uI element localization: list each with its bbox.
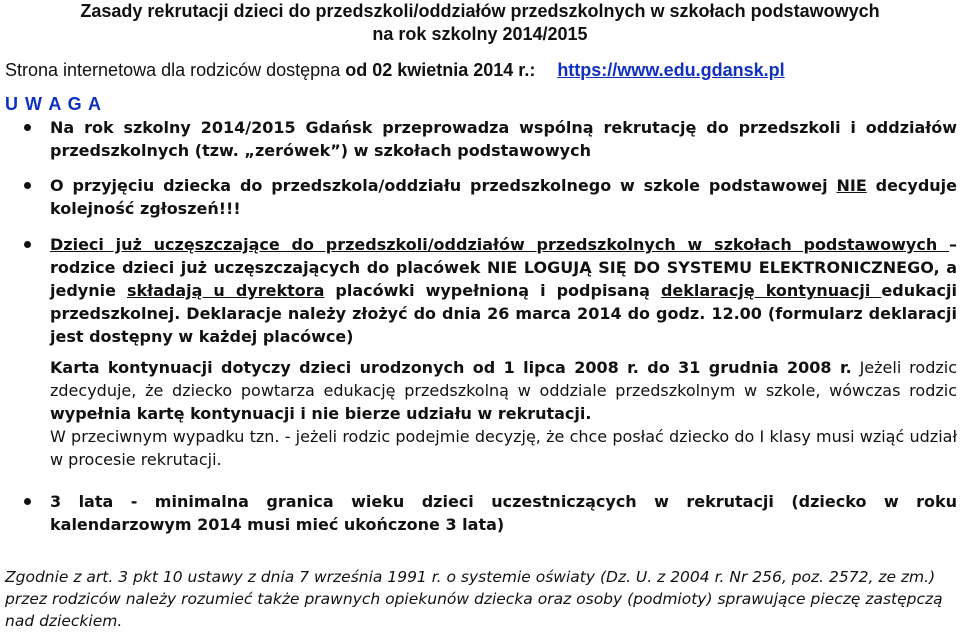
footnote: Zgodnie z art. 3 pkt 10 ustawy z dnia 7 września 1991 r. o systemie oświaty (Dz. U. z 2004 r. Nr 256, poz. 2572, ze zm.) przez rodziców należy rozumieć także prawnych opiekunów dziecka oraz osoby (podmioty) sprawujące pieczę zastępczą nad dzieckiem. xyxy=(5,568,943,630)
bullet-list-2 xyxy=(22,174,957,220)
website-prefix: Strona internetowa dla rodziców dostępna xyxy=(5,60,346,80)
bullet-item-joint-recruitment xyxy=(22,116,957,162)
bullet-text-f: edukacji przedszkolnej. Deklaracje należy złożyć do dnia 26 marca 2014 do godz. 12.00 (formularz deklaracji jest dostępny w każdej placówce) xyxy=(50,281,958,346)
document-title xyxy=(0,0,960,46)
bullet-item-minimum-age xyxy=(22,490,957,536)
website-date: od 02 kwietnia 2014 r.: xyxy=(345,60,536,80)
bullet-list-1 xyxy=(22,116,957,162)
title-line-2: na rok szkolny 2014/2015 xyxy=(372,24,588,44)
bullet-text-end: decyduje kolejność zgłoszeń!!! xyxy=(50,176,958,218)
bullet-text-d: placówki wypełnioną i podpisaną xyxy=(324,281,661,300)
card-bold-text: Karta kontynuacji dotyczy dzieci urodzonych od 1 lipca 2008 r. do 31 grudnia 2008 r. xyxy=(50,358,852,377)
bullet-list-4 xyxy=(22,490,957,536)
bullet-text-nie: NIE xyxy=(836,176,867,195)
bullet-item-order-of-applications xyxy=(22,174,957,220)
bullet-text-a: Dzieci już uczęszczające do przedszkoli/oddziałów przedszkolnych w szkołach podstawowych xyxy=(50,235,949,254)
bullet-dot-icon xyxy=(24,182,31,189)
title-line-1: Zasady rekrutacji dzieci do przedszkoli/oddziałów przedszkolnych w szkołach podstawowych xyxy=(80,1,880,21)
bullet-text-b: – rodzice dzieci już uczęszczających do placówek NIE LOGUJĄ SIĘ DO SYSTEMU ELEKTRONICZNEGO, a jedynie xyxy=(50,235,957,300)
bullet-dot-icon xyxy=(24,498,31,505)
bullet-text: Na rok szkolny 2014/2015 Gdańsk przeprowadza wspólną rekrutację do przedszkoli i oddziałów przedszkolnych (tzw. „zerówek”) w szkołach podstawowych xyxy=(50,118,957,160)
bullet-text-main: O przyjęciu dziecka do przedszkola/oddziału przedszkolnego w szkole podstawowej xyxy=(50,176,837,195)
bullet-dot-icon xyxy=(24,124,31,131)
bullet-item-continuing-children xyxy=(22,233,957,471)
bullet-list-3 xyxy=(22,233,957,471)
card-normal-text: Jeżeli rodzic zdecyduje, że dziecko powtarza edukację przedszkolną w oddziale przedszkolnym w szkole, wówczas rodzic xyxy=(50,358,957,400)
continuation-card-paragraph xyxy=(50,356,957,425)
bullet-dot-icon xyxy=(24,241,31,248)
website-info xyxy=(5,59,960,82)
website-link[interactable]: https://www.edu.gdansk.pl xyxy=(557,60,785,80)
bullet-text-e: deklarację kontynuacji xyxy=(660,281,882,300)
bullet-text-c: składają u dyrektora xyxy=(126,281,325,300)
notice-heading: U W A G A xyxy=(5,94,102,114)
card-bold-text-2: wypełnia kartę kontynuacji i nie bierze udziału w rekrutacji. xyxy=(50,404,592,423)
bullet-text: 3 lata - minimalna granica wieku dzieci uczestniczących w rekrutacji (dziecko w roku kalendarzowym 2014 musi mieć ukończone 3 lata) xyxy=(50,492,957,534)
otherwise-paragraph: W przeciwnym wypadku tzn. - jeżeli rodzic podejmie decyzję, że chce posłać dziecko do I klasy musi wziąć udział w procesie rekrutacji. xyxy=(50,427,957,469)
